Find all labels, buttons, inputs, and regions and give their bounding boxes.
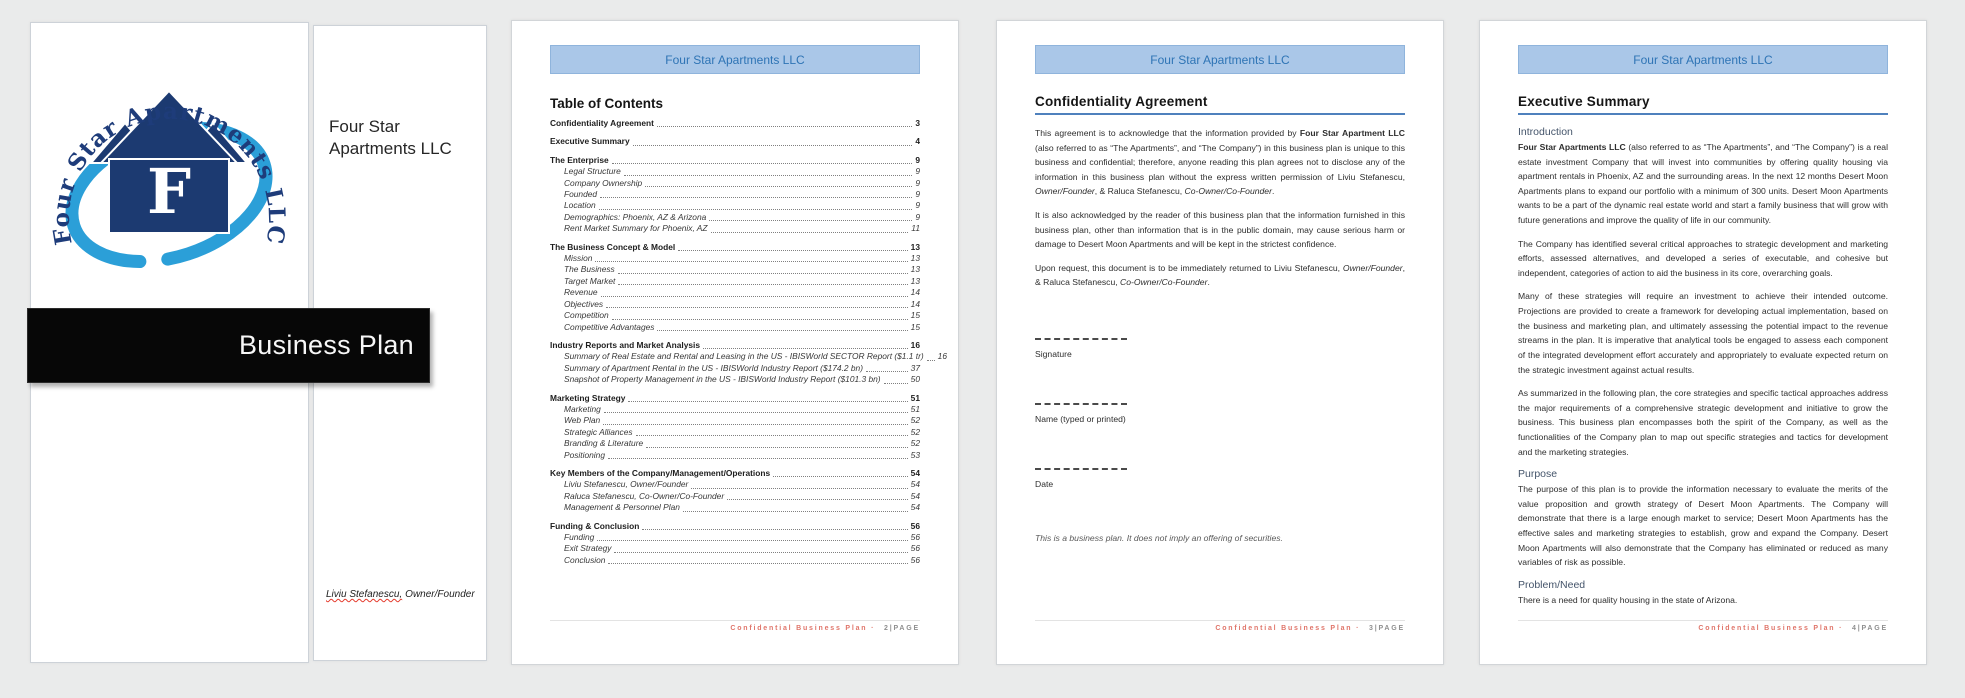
toc-entry-label: Key Members of the Company/Management/Operations	[550, 467, 771, 478]
toc-entry-label: Snapshot of Property Management in the US - IBISWorld Industry Report ($101.3 bn)	[564, 374, 881, 385]
signature-block	[1035, 468, 1405, 489]
toc-entry[interactable]	[550, 363, 920, 374]
toc-dot-leader	[633, 145, 913, 146]
toc-dot-leader	[727, 499, 908, 500]
toc-entry[interactable]	[550, 200, 920, 211]
signature-line	[1035, 468, 1127, 470]
cover-title-banner	[27, 308, 430, 383]
toc-entry[interactable]	[550, 253, 920, 264]
toc-entry-page: 9	[915, 166, 920, 177]
paragraph	[1518, 386, 1888, 459]
toc-entry[interactable]	[550, 276, 920, 287]
toc-entry-page: 9	[915, 154, 920, 165]
toc-entry-page: 54	[910, 467, 920, 478]
toc-entry[interactable]	[550, 450, 920, 461]
toc-entry[interactable]	[550, 155, 920, 166]
toc-entry-label: Web Plan	[564, 415, 601, 426]
toc-entry-label: Competitive Advantages	[564, 321, 655, 332]
toc-entry[interactable]	[550, 322, 920, 333]
toc-dot-leader	[612, 163, 913, 164]
heading-rule	[1035, 113, 1405, 115]
toc-dot-leader	[642, 529, 907, 530]
confidentiality-heading: Confidentiality Agreement	[1035, 94, 1208, 109]
toc-entry-page: 9	[915, 200, 920, 211]
text-segment: Four Star Apartments LLC	[1518, 142, 1626, 152]
text-segment: Owner/Founder	[1342, 262, 1403, 273]
cover-company-name-line1: Four Star	[329, 117, 400, 136]
cover-owner-name: Liviu Stefanescu,	[326, 589, 403, 600]
toc-entry[interactable]	[550, 299, 920, 310]
toc-entry-label: Rent Market Summary for Phoenix, AZ	[564, 223, 708, 234]
text-segment: .	[1207, 277, 1210, 288]
page-cover[interactable]	[30, 22, 487, 665]
toc-dot-leader	[678, 250, 907, 251]
signature-label: Signature	[1035, 349, 1072, 360]
toc-dot-leader	[597, 540, 907, 541]
toc-entry-label: Legal Structure	[564, 166, 621, 177]
page-header-banner	[1035, 45, 1405, 74]
text-segment: Upon request, this document is to be immediately returned to Liviu Stefanescu,	[1035, 262, 1343, 273]
text-segment: Many of these strategies will require an investment to achieve their intended outcome. Projections are provided to create a framework for developing actual implementation, based on the business and marketing plan, and ultimately assessing the potential impact to the revenue streams in the plan. It is imperative that analytical tools be engaged to assess each component of the integrated development effort accurately and appropriately to evaluate expected return on the strategic investment against actual results.	[1518, 291, 1888, 375]
text-segment: It is also acknowledged by the reader of this business plan that the information furnished in this business plan, other than information that is in the public domain, may cause serious harm or damage to Desert Moon Apartments and will be kept in the strictest confidence.	[1035, 210, 1405, 250]
toc-entry[interactable]	[550, 166, 920, 177]
paragraph	[1518, 140, 1888, 228]
text-segment: Owner/Founder	[1035, 186, 1095, 197]
toc-entry-label: Company Ownership	[564, 177, 643, 188]
toc-dot-leader	[628, 401, 907, 402]
toc-entry-page: 16	[937, 351, 947, 362]
toc-entry-page: 14	[910, 298, 920, 309]
toc-entry[interactable]	[550, 189, 920, 200]
text-segment: .	[1271, 186, 1275, 197]
toc-dot-leader	[618, 273, 908, 274]
text-segment: (also referred to as “The Apartments”, and “The Company”) is a real estate investment Company that will invest into communities by offering quality housing via apartment rentals in Phoenix, AZ and the surrounding areas. In the next 12 months Desert Moon Apartments plans to expand our portfolio with a minimum of 300 units. Desert Moon Apartments wants to be a part of the dynamic real estate world and start a family business that will grow with future generations and improve the quality of life in our community.	[1518, 142, 1888, 226]
footer-page-number: 3|PAGE	[1369, 625, 1405, 632]
executive-summary-sections	[1518, 126, 1888, 607]
toc-entry[interactable]	[550, 351, 947, 362]
text-segment: Co-Owner/Co-Founder	[1184, 186, 1272, 197]
toc-dot-leader	[595, 261, 907, 262]
header-banner-text: Four Star Apartments LLC	[1150, 52, 1290, 67]
toc-entry[interactable]	[550, 404, 920, 415]
toc-entry-page: 56	[910, 543, 920, 554]
toc-entry[interactable]	[550, 178, 920, 189]
toc-dot-leader	[866, 371, 908, 372]
toc-entry[interactable]	[550, 502, 920, 513]
cover-owner-line	[326, 589, 475, 600]
toc-entry[interactable]	[550, 340, 920, 351]
subheading: Introduction	[1518, 126, 1573, 138]
subheading: Purpose	[1518, 468, 1558, 481]
toc-entry-page: 50	[910, 374, 920, 385]
paragraph	[1518, 593, 1888, 608]
toc-entry-label: Marketing	[564, 403, 601, 414]
footer-confidential-label: Confidential Business Plan ·	[1698, 625, 1844, 632]
toc-entry[interactable]	[550, 532, 920, 543]
toc-entry-label: Branding & Literature	[564, 438, 644, 449]
toc-dot-leader	[711, 232, 909, 233]
cover-title: Business Plan	[239, 330, 414, 360]
toc-entry-label: Marketing Strategy	[550, 392, 626, 403]
toc-entry-page: 9	[915, 177, 920, 188]
page-confidentiality-agreement[interactable]	[996, 20, 1444, 665]
toc-entry-label: Competition	[564, 310, 609, 321]
toc-entry-label: Summary of Apartment Rental in the US - IBISWorld Industry Report ($174.2 bn)	[564, 362, 863, 373]
disclaimer-note: This is a business plan. It does not imply an offering of securities.	[1035, 533, 1283, 544]
toc-entry-label: Mission	[564, 253, 593, 264]
toc-entry-page: 11	[911, 223, 920, 234]
toc-dot-leader	[773, 476, 908, 477]
toc-entry-label: Conclusion	[564, 554, 606, 565]
toc-dot-leader	[683, 511, 908, 512]
page-footer	[550, 620, 920, 632]
signature-line	[1035, 403, 1127, 405]
executive-summary-heading: Executive Summary	[1518, 94, 1650, 109]
toc-entry-label: Demographics: Phoenix, AZ & Arizona	[564, 211, 707, 222]
toc-entry-label: Positioning	[564, 449, 605, 460]
toc-entry[interactable]	[550, 212, 920, 223]
toc-entry[interactable]	[550, 393, 920, 404]
toc-dot-leader	[600, 197, 912, 198]
toc-entry-label: Founded	[564, 189, 598, 200]
toc-entry[interactable]	[550, 264, 920, 275]
toc-entry-page: 54	[910, 502, 920, 513]
text-segment: As summarized in the following plan, the core strategies and specific tactical approaches address the major requirements of a comprehensive strategic development and initiative to grow the business. This business plan encompasses both the spirit of the Company, as well as the functionalities of the Company plan to map out specific strategies and tactics for development and the marketing strategies.	[1518, 388, 1888, 457]
page-executive-summary[interactable]	[1479, 20, 1927, 665]
page-header-banner	[1518, 45, 1888, 74]
toc-entry[interactable]	[550, 479, 920, 490]
toc-entry-page: 51	[910, 403, 920, 414]
paragraph	[1035, 261, 1405, 290]
toc-entry-page: 56	[910, 532, 920, 542]
toc-dot-leader	[927, 360, 935, 361]
toc-entry[interactable]	[550, 415, 920, 426]
signature-label: Name (typed or printed)	[1035, 414, 1126, 425]
signature-label: Date	[1035, 479, 1054, 490]
cover-company-name-line2: Apartments LLC	[329, 139, 452, 158]
toc-entry[interactable]	[550, 118, 920, 129]
page-header-banner	[550, 45, 920, 74]
toc-entry-page: 9	[915, 189, 920, 200]
toc-entry[interactable]	[550, 223, 920, 234]
paragraph	[1035, 208, 1405, 252]
confidentiality-paragraphs	[1035, 126, 1405, 290]
toc-entry-label: Funding	[564, 532, 595, 542]
text-segment: This agreement is to acknowledge that the information provided by	[1035, 128, 1300, 138]
toc-dot-leader	[608, 458, 908, 459]
toc-entry-label: Location	[564, 200, 596, 211]
footer-page-number: 4|PAGE	[1852, 625, 1888, 632]
text-segment: , & Raluca Stefanescu,	[1094, 186, 1185, 197]
toc-entry[interactable]	[550, 287, 920, 298]
toc-dot-leader	[612, 319, 908, 320]
signature-section	[1035, 338, 1405, 489]
toc-dot-leader	[614, 552, 907, 553]
toc-entry-page: 52	[910, 415, 920, 426]
toc-dot-leader	[657, 330, 907, 331]
toc-dot-leader	[657, 126, 912, 127]
text-segment: Four Star Apartment LLC	[1299, 128, 1405, 138]
page-table-of-contents[interactable]	[511, 20, 959, 665]
toc-entry-page: 54	[910, 479, 920, 490]
toc-entry-label: Management & Personnel Plan	[564, 502, 680, 513]
footer-confidential-label: Confidential Business Plan ·	[1215, 625, 1361, 632]
text-segment: The Company has identified several critical approaches to strategic development and marketing efforts, assessed alternatives, and developed a series of executable, and cohesive but independent, categories of action to aid the business in its core, overarching goals.	[1518, 238, 1888, 278]
footer-page-number: 2|PAGE	[884, 625, 920, 632]
paragraph	[1518, 289, 1888, 377]
page-footer	[1518, 620, 1888, 632]
paragraph	[1035, 126, 1405, 199]
toc-dot-leader	[645, 186, 912, 187]
logo-arc-text: Four Star Apartments LLC	[47, 97, 291, 247]
toc-entry-label: The Business	[564, 264, 615, 275]
toc-entry-page: 4	[915, 136, 920, 147]
signature-block	[1035, 338, 1405, 359]
toc-entry-page: 53	[910, 449, 920, 460]
toc-entry-page: 16	[910, 339, 920, 350]
heading-rule	[1518, 113, 1888, 115]
toc-dot-leader	[884, 383, 908, 384]
toc-entry-page: 13	[910, 264, 920, 275]
toc-dot-leader	[599, 209, 913, 210]
toc-entry-page: 52	[910, 438, 920, 449]
toc-entry-label: Liviu Stefanescu, Owner/Founder	[564, 479, 689, 490]
subheading: Problem/Need	[1518, 578, 1586, 591]
toc-entry-page: 14	[910, 287, 920, 298]
toc-entry[interactable]	[550, 374, 920, 385]
text-segment: There is a need for quality housing in the state of Arizona.	[1518, 594, 1738, 605]
company-logo	[39, 45, 301, 285]
toc-entry-page: 13	[910, 241, 920, 252]
text-segment: The purpose of this plan is to provide the information necessary to evaluate the merits of the value proposition and growth strategy of Desert Moon Apartments. The Company will demonstrate that there is a large enough market to service; Desert Moon Apartments has the effective sales and marketing strategies to establish, grow and expand the Company. Desert Moon Apartments will also demonstrate that the Company has eliminated or reduced as many variables of risk as possible.	[1518, 484, 1888, 568]
toc-entry-page: 13	[910, 275, 920, 286]
toc-dot-leader	[709, 220, 912, 221]
footer-confidential-label: Confidential Business Plan ·	[730, 625, 876, 632]
toc-entry-label: The Business Concept & Model	[550, 241, 676, 252]
toc-entry[interactable]	[550, 438, 920, 449]
toc-dot-leader	[604, 412, 908, 413]
cover-owner-title: Owner/Founder	[405, 589, 475, 600]
toc-dot-leader	[618, 284, 907, 285]
paragraph	[1518, 482, 1888, 570]
toc-dot-leader	[606, 307, 908, 308]
toc-entry-page: 3	[915, 118, 920, 128]
toc-entry[interactable]	[550, 427, 920, 438]
paragraph	[1518, 237, 1888, 281]
toc-entry-label: Summary of Real Estate and Rental and Leasing in the US - IBISWorld SECTOR Report ($1.1 tr)	[564, 351, 924, 362]
text-segment: , & Raluca Stefanescu,	[1035, 262, 1405, 288]
toc-entry-label: Exit Strategy	[564, 543, 612, 554]
toc-entry[interactable]	[550, 555, 920, 566]
text-segment: Co-Owner/Co-Founder	[1120, 277, 1208, 288]
toc-entry-page: 56	[910, 520, 920, 531]
toc-entry-page: 54	[910, 490, 920, 501]
header-banner-text: Four Star Apartments LLC	[1633, 52, 1773, 67]
toc-entry[interactable]	[550, 491, 920, 502]
toc-dot-leader	[636, 435, 908, 436]
toc-entry-label: Funding & Conclusion	[550, 520, 640, 531]
signature-line	[1035, 338, 1127, 340]
toc-entry-page: 15	[910, 310, 920, 321]
toc-dot-leader	[608, 563, 907, 564]
toc-dot-leader	[703, 348, 908, 349]
toc-entry-label: Target Market	[564, 275, 616, 286]
toc-dot-leader	[601, 296, 908, 297]
header-banner-text: Four Star Apartments LLC	[665, 52, 805, 67]
page-footer	[1035, 620, 1405, 632]
toc-list	[550, 118, 947, 566]
toc-entry-page: 51	[910, 392, 920, 403]
signature-block	[1035, 403, 1405, 424]
toc-entry-page: 56	[910, 554, 920, 565]
toc-entry[interactable]	[550, 310, 920, 321]
toc-entry[interactable]	[550, 242, 920, 253]
toc-entry-label: Strategic Alliances	[564, 426, 633, 437]
toc-dot-leader	[603, 424, 908, 425]
toc-heading: Table of Contents	[550, 96, 663, 111]
text-segment: (also referred to as “The Apartments”, and “The Company”) in this business plan is unique to this business and confidential; therefore, anyone reading this plan agrees not to disclose any of the information in this business plan without the express written permission of Liviu Stefanescu,	[1035, 142, 1405, 182]
toc-dot-leader	[624, 175, 913, 176]
toc-dot-leader	[646, 447, 908, 448]
toc-entry-label: The Enterprise	[550, 154, 609, 165]
toc-entry-label: Revenue	[564, 287, 598, 298]
toc-entry-page: 15	[910, 321, 920, 332]
toc-entry-label: Confidentiality Agreement	[550, 118, 654, 128]
toc-entry-page: 37	[910, 362, 920, 373]
toc-entry-label: Executive Summary	[550, 136, 630, 147]
toc-entry[interactable]	[550, 136, 920, 147]
toc-entry-page: 52	[910, 426, 920, 437]
toc-dot-leader	[691, 488, 907, 489]
toc-entry-page: 13	[910, 253, 920, 264]
toc-entry-page: 9	[915, 211, 920, 222]
toc-entry-label: Industry Reports and Market Analysis	[550, 339, 701, 350]
toc-entry-label: Raluca Stefanescu, Co-Owner/Co-Founder	[564, 490, 725, 501]
logo-letter: F	[146, 155, 192, 228]
toc-entry[interactable]	[550, 521, 920, 532]
toc-entry[interactable]	[550, 543, 920, 554]
toc-entry-label: Objectives	[564, 298, 604, 309]
cover-company-name	[329, 116, 452, 160]
toc-entry[interactable]	[550, 468, 920, 479]
